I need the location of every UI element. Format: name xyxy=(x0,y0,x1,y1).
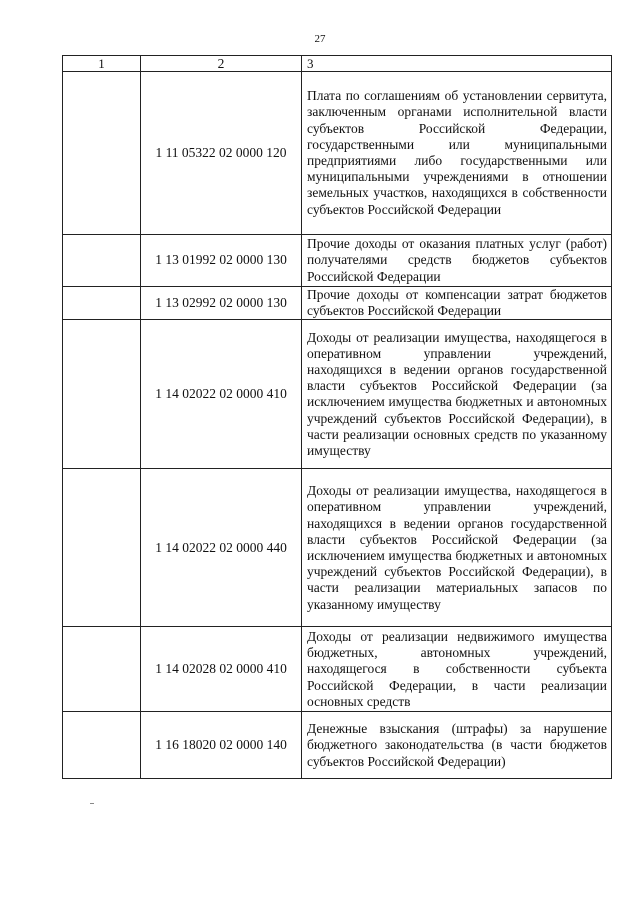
description-cell: Денежные взыскания (штрафы) за нарушение бюджетного законодательства (в части бюджетов субъектов Российской Федерации) xyxy=(302,712,612,779)
row-col1-cell xyxy=(63,235,141,287)
row-col1-cell xyxy=(63,72,141,235)
header-col-2: 2 xyxy=(141,56,302,72)
page-number: 27 xyxy=(314,33,326,45)
table-row xyxy=(63,287,612,320)
revenue-code-cell: 1 13 01992 02 0000 130 xyxy=(141,235,302,287)
revenue-code-cell: 1 14 02022 02 0000 440 xyxy=(141,469,302,627)
description-cell: Плата по соглашениям об установлении сервитута, заключенным органами исполнительной власти субъектов Российской Федерации, государственными или муниципальными предприятиями либо государственными или муниципальными учреждениями в отношении земельных участков, находящихся в собственности субъектов Российской Федерации xyxy=(302,72,612,235)
row-col1-cell xyxy=(63,627,141,712)
table-row xyxy=(63,320,612,469)
description-cell: Доходы от реализации недвижимого имущества бюджетных, автономных учреждений, находящегося в собственности субъекта Российской Федерации, в части реализации основных средств xyxy=(302,627,612,712)
description-cell: Доходы от реализации имущества, находящегося в оперативном управлении учреждений, находящихся в ведении органов государственной власти субъектов Российской Федерации (за исключением имущества бюджетных и автономных учреждений субъектов Российской Федерации), в части реализации материальных запасов по указанному имуществу xyxy=(302,469,612,627)
table-row xyxy=(63,627,612,712)
table-row xyxy=(63,469,612,627)
row-col1-cell xyxy=(63,712,141,779)
revenue-codes-table xyxy=(62,55,612,779)
table-row xyxy=(63,72,612,235)
revenue-code-cell: 1 13 02992 02 0000 130 xyxy=(141,287,302,320)
table-row xyxy=(63,235,612,287)
revenue-code-cell: 1 14 02022 02 0000 410 xyxy=(141,320,302,469)
row-col1-cell xyxy=(63,469,141,627)
revenue-code-cell: 1 16 18020 02 0000 140 xyxy=(141,712,302,779)
table-header-row xyxy=(63,56,612,72)
header-col-3: 3 xyxy=(302,56,612,72)
header-col-1: 1 xyxy=(63,56,141,72)
row-col1-cell xyxy=(63,287,141,320)
scan-artifact-mark xyxy=(90,803,94,804)
revenue-code-cell: 1 14 02028 02 0000 410 xyxy=(141,627,302,712)
table-row xyxy=(63,712,612,779)
row-col1-cell xyxy=(63,320,141,469)
revenue-code-cell: 1 11 05322 02 0000 120 xyxy=(141,72,302,235)
description-cell: Доходы от реализации имущества, находящегося в оперативном управлении учреждений, находящихся в ведении органов государственной власти субъектов Российской Федерации (за исключением имущества бюджетных и автономных учреждений субъектов Российской Федерации), в части реализации основных средств по указанному имуществу xyxy=(302,320,612,469)
description-cell: Прочие доходы от оказания платных услуг (работ) получателями средств бюджетов субъектов Российской Федерации xyxy=(302,235,612,287)
description-cell: Прочие доходы от компенсации затрат бюджетов субъектов Российской Федерации xyxy=(302,287,612,320)
